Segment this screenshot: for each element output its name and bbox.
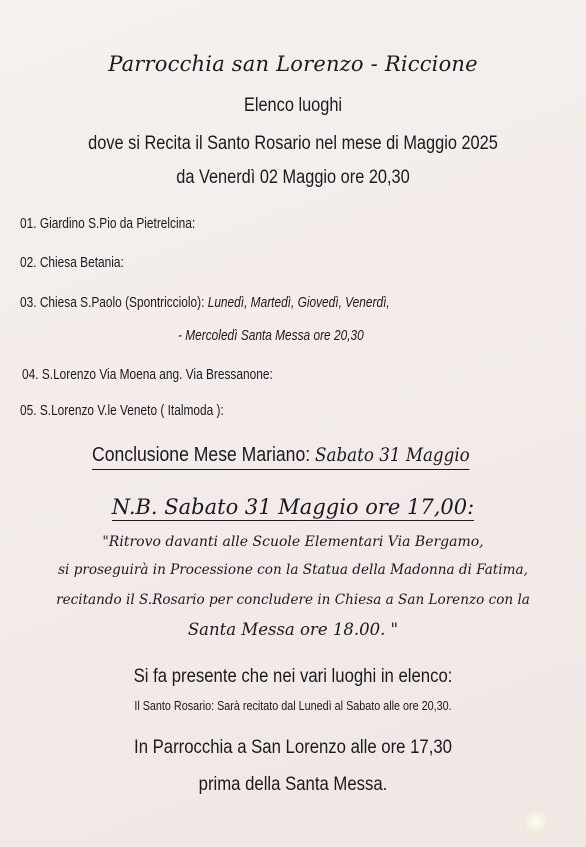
place-item-1: 01. Giardino S.Pio da Pietrelcina: [20,216,196,232]
conclusion-line [92,444,470,470]
place-item-3-days: Lunedì, Martedì, Giovedì, Venerdì, [207,295,390,311]
nb-heading-text: N.B. Sabato 31 Maggio ore 17,00: [111,495,475,519]
nb-heading [0,495,586,519]
conclusion-label: Conclusione Mese Mariano: [92,444,311,466]
list-heading: Elenco luoghi [243,95,343,116]
parish-title: Parrocchia san Lorenzo - Riccione [108,52,478,76]
rosary-schedule-line: Il Santo Rosario: Sarà recitato dal Lunedì al Sabato alle ore 20,30. [134,698,452,713]
before-mass-line: prima della Santa Messa. [198,774,388,795]
place-item-3 [20,295,390,311]
rosary-month-heading: dove si Recita il Santo Rosario nel mese di Maggio 2025 [88,133,498,154]
notice-line: Si fa presente che nei vari luoghi in elenco: [133,666,453,687]
nb-line-2: si proseguirà in Processione con la Statua della Madonna di Fatima, [58,562,528,578]
place-item-2: 02. Chiesa Betania: [20,255,124,271]
conclusion-date: Sabato 31 Maggio [315,444,470,466]
place-item-3-mass: - Mercoledì Santa Messa ore 20,30 [178,328,364,344]
nb-line-1: "Ritrovo davanti alle Scuole Elementari Via Bergamo, [102,534,484,550]
place-item-3-label: 03. Chiesa S.Paolo (Spontricciolo): [20,295,205,311]
nb-line-3: recitando il S.Rosario per concludere in Chiesa a San Lorenzo con la [56,592,530,608]
place-item-4: 04. S.Lorenzo Via Moena ang. Via Bressanone: [22,367,273,383]
nb-line-4: Santa Messa ore 18.00. " [187,620,399,639]
parish-time-line: In Parrocchia a San Lorenzo alle ore 17,30 [134,737,452,758]
light-glare [516,807,556,837]
place-item-5: 05. S.Lorenzo V.le Veneto ( Italmoda ): [20,403,224,419]
start-date-heading: da Venerdì 02 Maggio ore 20,30 [176,167,410,188]
